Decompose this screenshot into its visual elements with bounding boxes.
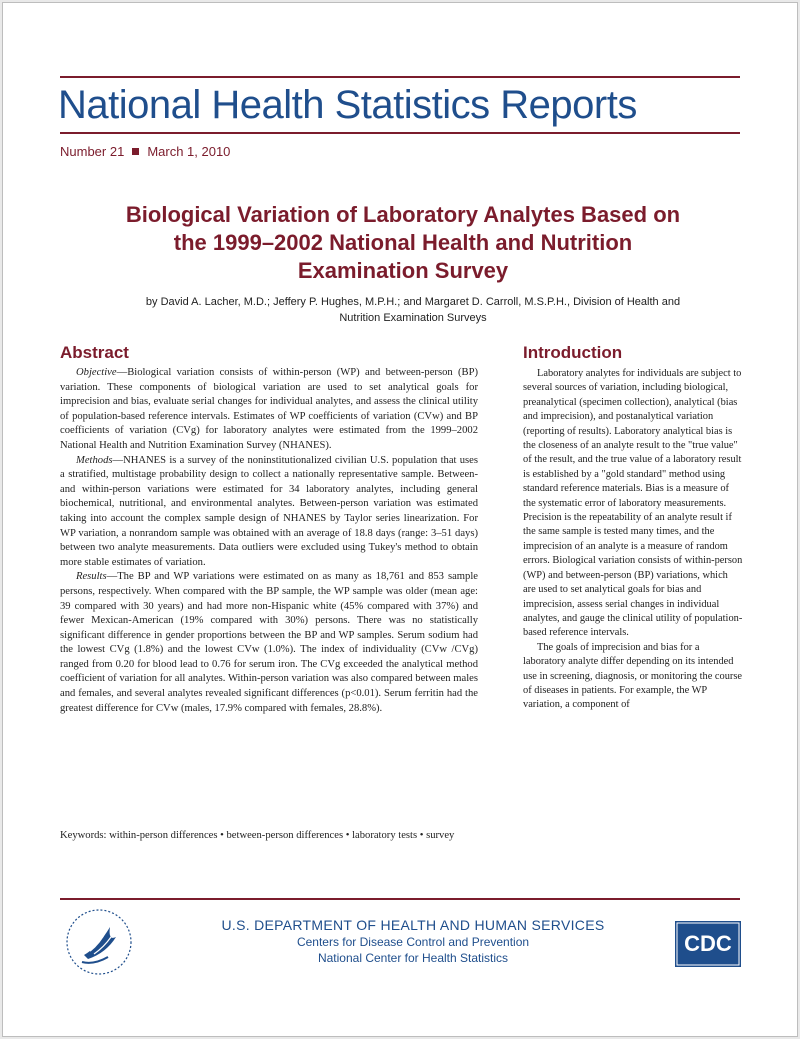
cdc-logo-icon	[675, 921, 741, 967]
objective-label: Objective	[76, 367, 117, 378]
title-line: the 1999–2002 National Health and Nutrition	[173, 230, 633, 255]
abstract-methods	[60, 454, 478, 571]
masthead-rule	[60, 132, 740, 134]
methods-label: Methods	[76, 454, 113, 466]
objective-text: —Biological variation consists of within-person (WP) and between-person (BP) variation. These components of biological variation are used to set analytical goals for imprecision and bias, evaluate serial changes for individual analytes, and assess the clinical utility of population-based reference intervals. Estimates of WP coefficients of variation (CVw) and BP coefficients of variation (CVg) for laboratory analytes were estimated from the 1999–2002 National Health and Nutrition Examination Survey (NHANES).	[60, 367, 478, 451]
report-number: Number 21	[60, 144, 125, 159]
abstract-results	[60, 570, 478, 716]
introduction-paragraph: The goals of imprecision and bias for a laboratory analyte differ depending on its intended use in screening, diagnosis, or monitoring the course of diseases in patients. For example, the WP variation, a component of	[523, 641, 743, 711]
issue-line	[60, 144, 230, 159]
methods-text: —NHANES is a survey of the noninstitutionalized civilian U.S. population that uses a stratified, multistage probability design to collect a nationally representative sample. Between- and within-person variations were estimated for 34 laboratory analytes, including general biochemical, nutritional, and environmental analytes. Between-person variation was estimated taking into account the complex sample design of NHANES by Taylor series linearization. For WP variation, a nonrandom sample was obtained with an average of 18.8 days (range: 3–51 days) between two analyte measurements. Data outliers were excluded using Tukey's method to obtain more stable estimates of variation.	[60, 454, 478, 568]
introduction-paragraph: Laboratory analytes for individuals are subject to several sources of variation, including biological, preanalytical (specimen collection), analytical (bias and imprecision), and postanalytical variation (reporting of results). Laboratory analytical bias is the closeness of an analyte result to the "true value" of the result, and the true value of a laboratory result is established by a "gold standard" method using standard reference materials. Bias is a measure of the systematic error of laboratory measurements. Precision is the repeatability of an analyte result if the same sample is tested many times, and the imprecision of an analyte is a measure of random errors. Biological variation consists of within-person (WP) and between-person (BP) variations, which are used to set analytical goals for bias and imprecision, assess serial changes in individual analytes, and gauge the clinical utility of population-based reference intervals.	[523, 368, 743, 639]
title-line: Biological Variation of Laboratory Analytes Based on	[125, 202, 681, 227]
department-name: U.S. DEPARTMENT OF HEALTH AND HUMAN SERVICES	[221, 917, 605, 933]
results-label: Results	[76, 571, 107, 583]
hhs-eagle-icon	[64, 907, 134, 977]
introduction-body	[523, 367, 743, 713]
abstract-body	[60, 366, 478, 716]
report-page	[2, 2, 798, 1037]
keywords-text: within-person differences • between-person differences • laboratory tests • survey	[109, 830, 455, 841]
footer-agency	[193, 916, 633, 966]
cdc-logo-text: CDC	[684, 931, 732, 956]
title-line: Examination Survey	[297, 258, 509, 283]
author-line: by David A. Lacher, M.D.; Jeffery P. Hughes, M.P.H.; and Margaret D. Carroll, M.S.P.H., Division of Health and	[145, 296, 681, 308]
series-title: National Health Statistics Reports	[58, 83, 637, 127]
cdc-name: Centers for Disease Control and Prevention	[296, 935, 530, 949]
square-bullet-icon	[132, 148, 139, 155]
top-rule	[60, 76, 740, 78]
abstract-heading: Abstract	[60, 343, 129, 362]
report-date: March 1, 2010	[147, 144, 231, 159]
abstract-objective	[60, 366, 478, 454]
report-title	[43, 201, 763, 285]
results-text: —The BP and WP variations were estimated on as many as 18,761 and 853 sample persons, respectively. When compared with the BP sample, the WP sample was older (mean age: 39 compared with 30 years) and had more non-Hispanic white (45% compared with 37%) and fewer Mexican-American (19% compared with 30%) persons. There was no statistically significant difference in gender proportions between the BP and WP samples. Serum sodium had the lowest CVg (1.8%) and the lowest CVw (1.0%). The index of individuality (CVw /CVg) ranged from 0.20 for blood lead to 0.76 for serum iron. The CVg exceeded the analytical method coefficient of variation for all analytes. Within-person variation was also compared between males and females, and several analytes revealed significant differences (p<0.01). Serum ferritin had the greatest difference for CVw (males, 17.9% compared with females, 28.8%).	[60, 571, 478, 714]
keywords-label: Keywords:	[60, 830, 107, 841]
author-byline	[93, 294, 733, 326]
keywords	[60, 829, 478, 844]
author-line: Nutrition Examination Surveys	[339, 312, 487, 324]
footer-rule	[60, 898, 740, 900]
nchs-name: National Center for Health Statistics	[317, 951, 509, 965]
introduction-heading: Introduction	[523, 343, 623, 362]
